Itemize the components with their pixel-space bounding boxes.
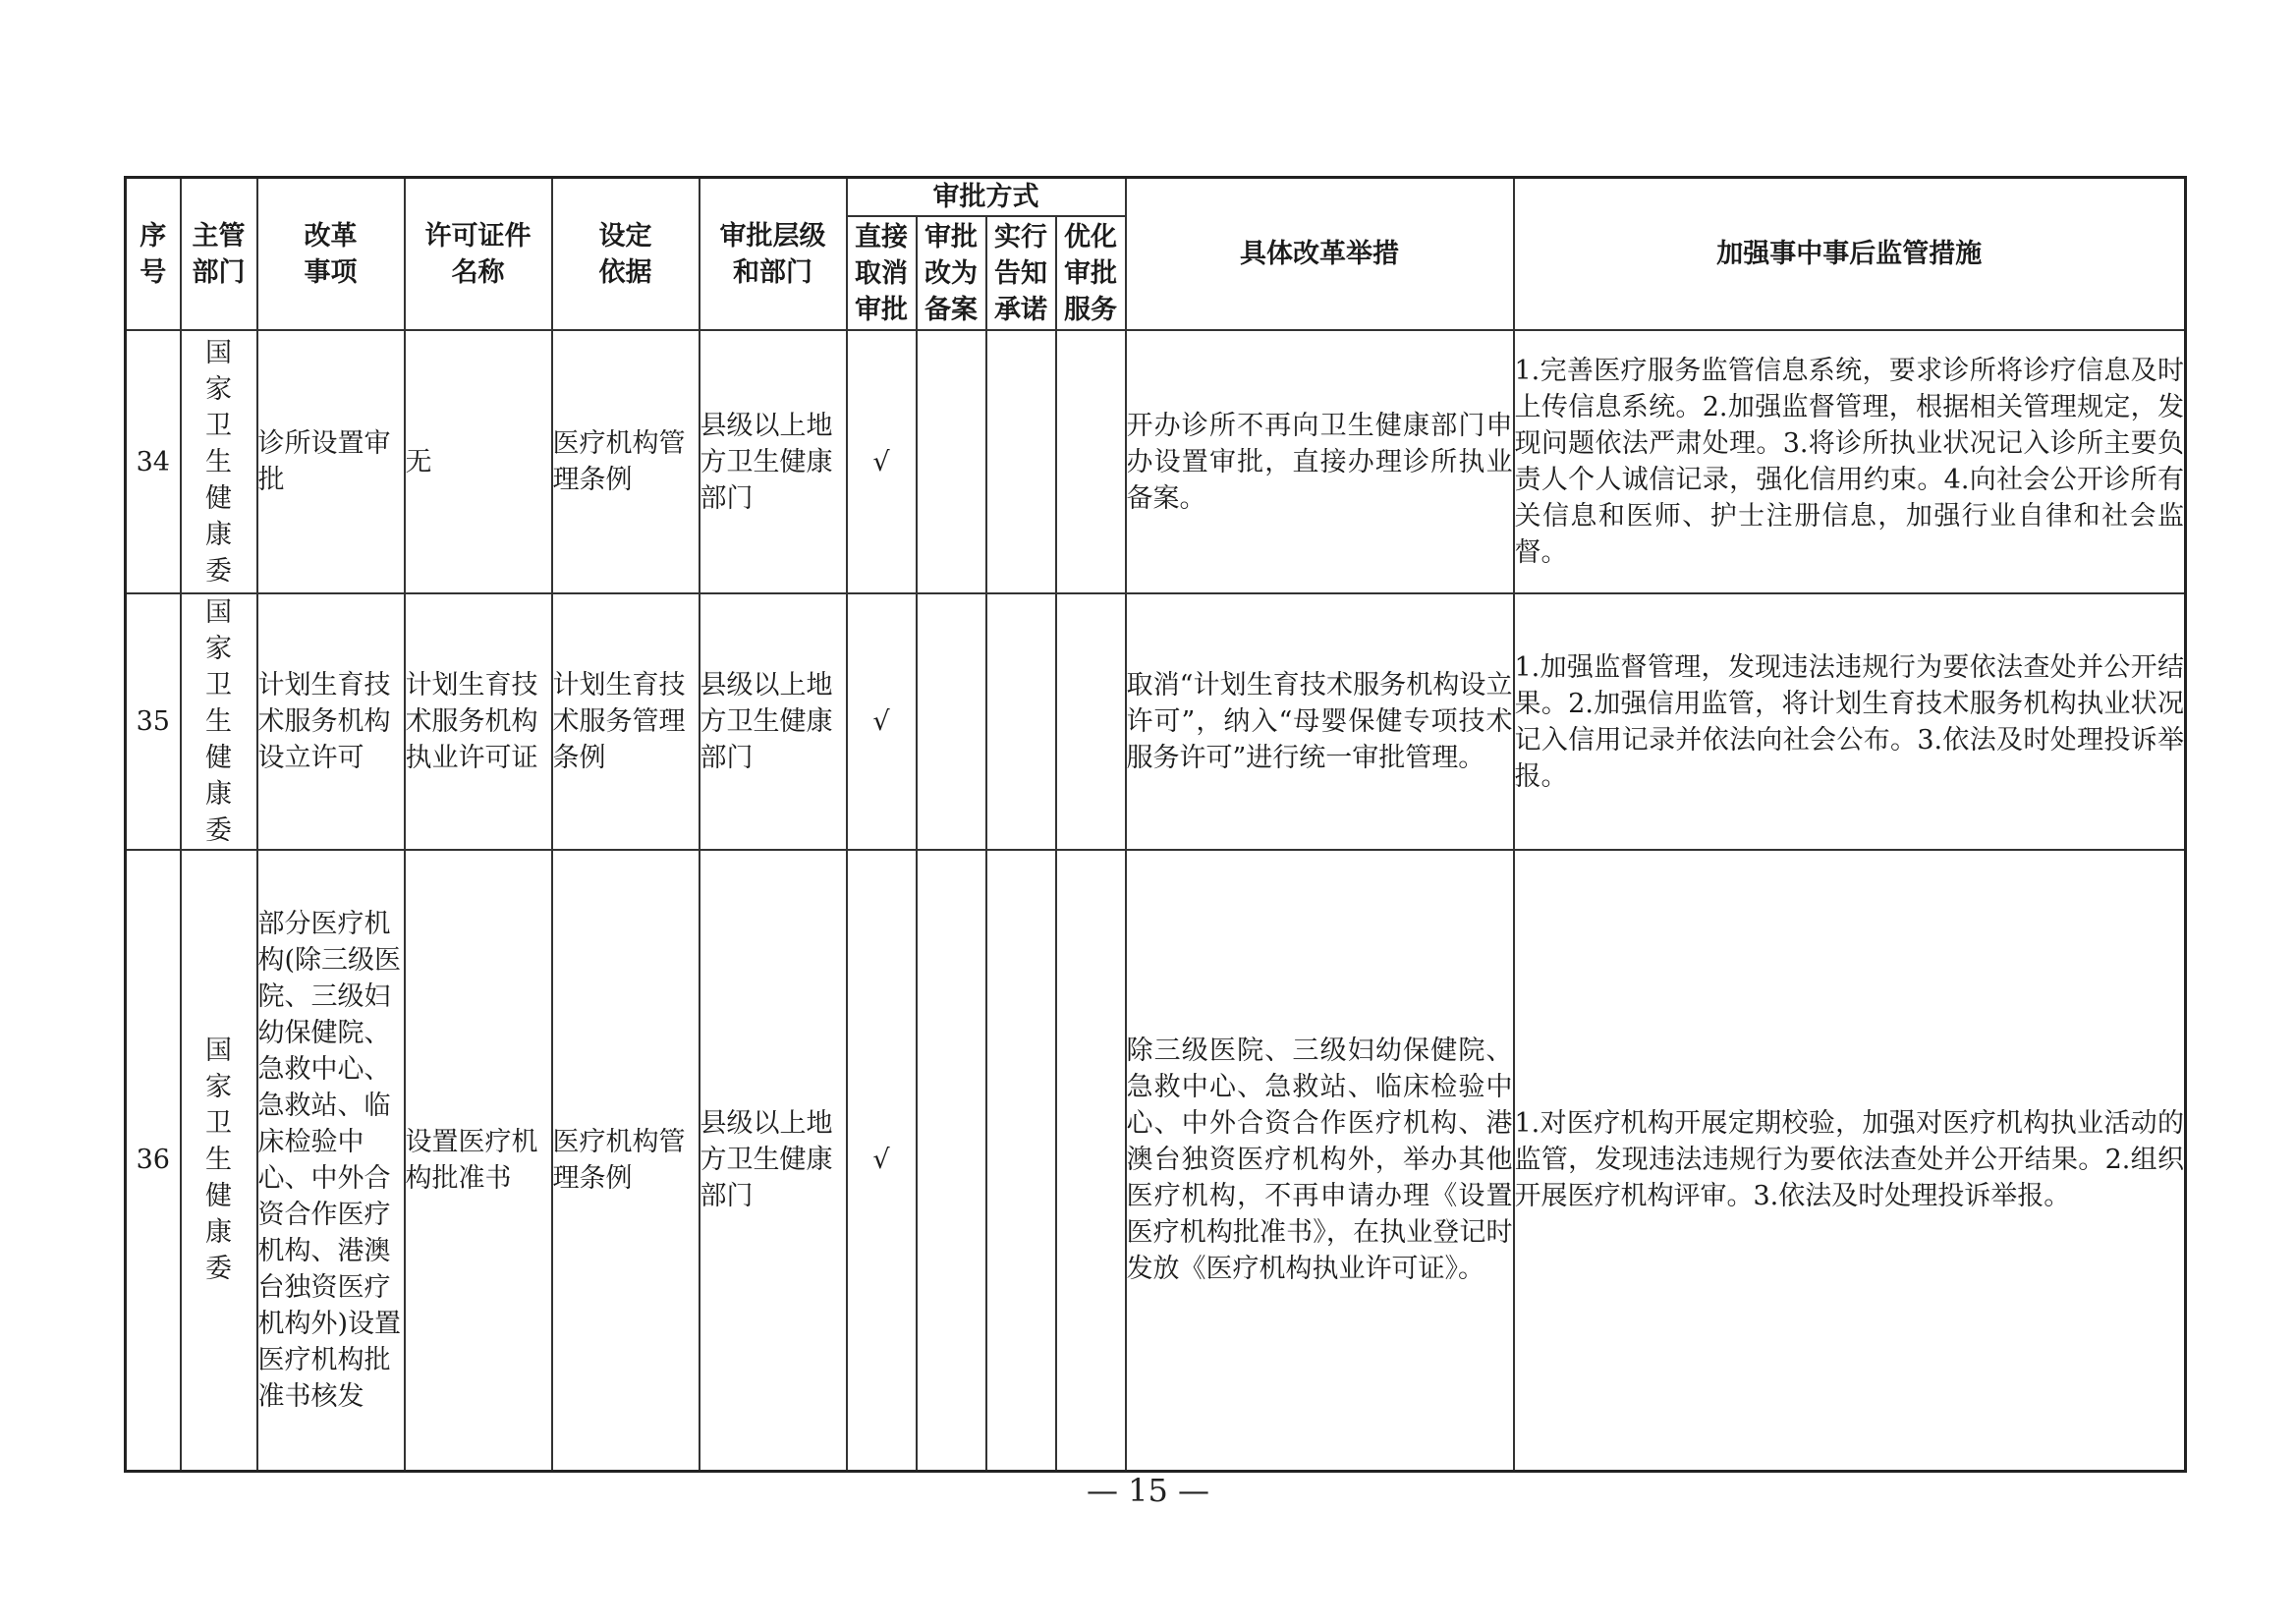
row-dept: 国家卫生健康委: [181, 593, 257, 850]
row-supervision: 1.对医疗机构开展定期校验，加强对医疗机构执业活动的监管，发现违法违规行为要依法查处并公开结果。2.组织开展医疗机构评审。3.依法及时处理投诉举报。: [1514, 850, 2186, 1471]
row-license: 无: [405, 330, 552, 593]
row-level: 县级以上地方卫生健康部门: [700, 850, 847, 1471]
header-supervision: 加强事中事后监管措施: [1514, 178, 2186, 331]
row-check-notice: [986, 330, 1056, 593]
row-measures: 除三级医院、三级妇幼保健院、急救中心、急救站、临床检验中心、中外合资合作医疗机构、港澳台独资医疗机构外，举办其他医疗机构，不再申请办理《设置医疗机构批准书》，在执业登记时发放《医疗机构执业许可证》。: [1126, 850, 1514, 1471]
header-method-filing: 审批改为备案: [917, 216, 986, 330]
row-dept: 国家卫生健康委: [181, 330, 257, 593]
header-method-cancel: 直接取消审批: [847, 216, 917, 330]
header-method-notice: 实行告知承诺: [986, 216, 1056, 330]
row-measures: 开办诊所不再向卫生健康部门申办设置审批，直接办理诊所执业备案。: [1126, 330, 1514, 593]
header-dept: 主管部门: [181, 178, 257, 331]
row-level: 县级以上地方卫生健康部门: [700, 330, 847, 593]
row-check-notice: [986, 850, 1056, 1471]
table-row: [126, 330, 2186, 593]
header-method-optimize: 优化审批服务: [1056, 216, 1126, 330]
row-seq: 35: [126, 593, 181, 850]
row-seq: 34: [126, 330, 181, 593]
row-measures: 取消“计划生育技术服务机构设立许可”，纳入“母婴保健专项技术服务许可”进行统一审批管理。: [1126, 593, 1514, 850]
row-check-cancel: √: [847, 850, 917, 1471]
page-number: — 15 —: [1086, 1472, 1210, 1509]
header-license: 许可证件名称: [405, 178, 552, 331]
header-seq: 序号: [126, 178, 181, 331]
row-check-filing: [917, 850, 986, 1471]
header-basis: 设定依据: [552, 178, 700, 331]
header-measures: 具体改革举措: [1126, 178, 1514, 331]
row-dept: 国家卫生健康委: [181, 850, 257, 1471]
header-method: 审批方式: [847, 178, 1126, 217]
row-supervision: 1.加强监督管理，发现违法违规行为要依法查处并公开结果。2.加强信用监管，将计划生育技术服务机构执业状况记入信用记录并依法向社会公布。3.依法及时处理投诉举报。: [1514, 593, 2186, 850]
row-check-notice: [986, 593, 1056, 850]
row-check-cancel: √: [847, 593, 917, 850]
row-license: 计划生育技术服务机构执业许可证: [405, 593, 552, 850]
reform-table: [124, 176, 2187, 1473]
row-basis: 计划生育技术服务管理条例: [552, 593, 700, 850]
row-basis: 医疗机构管理条例: [552, 850, 700, 1471]
row-check-optimize: [1056, 850, 1126, 1471]
row-item: 部分医疗机构(除三级医院、三级妇幼保健院、急救中心、急救站、临床检验中心、中外合资合作医疗机构、港澳台独资医疗机构外)设置医疗机构批准书核发: [257, 850, 405, 1471]
row-check-cancel: √: [847, 330, 917, 593]
row-item: 计划生育技术服务机构设立许可: [257, 593, 405, 850]
header-item: 改革事项: [257, 178, 405, 331]
row-check-filing: [917, 330, 986, 593]
row-seq: 36: [126, 850, 181, 1471]
table-row: [126, 850, 2186, 1471]
row-license: 设置医疗机构批准书: [405, 850, 552, 1471]
table-row: [126, 593, 2186, 850]
row-supervision: 1.完善医疗服务监管信息系统，要求诊所将诊疗信息及时上传信息系统。2.加强监督管理，根据相关管理规定，发现问题依法严肃处理。3.将诊所执业状况记入诊所主要负责人个人诚信记录，强化信用约束。4.向社会公开诊所有关信息和医师、护士注册信息，加强行业自律和社会监督。: [1514, 330, 2186, 593]
row-level: 县级以上地方卫生健康部门: [700, 593, 847, 850]
row-check-optimize: [1056, 330, 1126, 593]
row-check-filing: [917, 593, 986, 850]
row-item: 诊所设置审批: [257, 330, 405, 593]
header-level: 审批层级和部门: [700, 178, 847, 331]
row-check-optimize: [1056, 593, 1126, 850]
row-basis: 医疗机构管理条例: [552, 330, 700, 593]
